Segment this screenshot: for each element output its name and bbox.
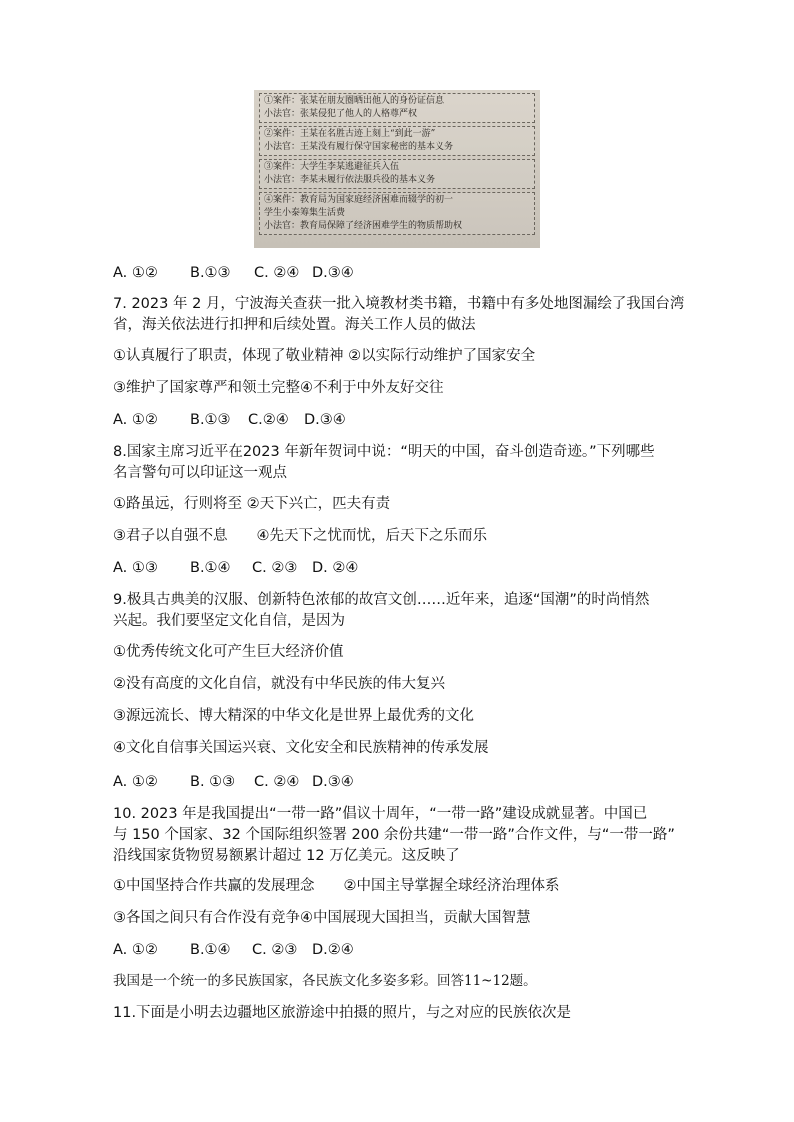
q10-option-b: B.①④: [190, 942, 231, 958]
case-line: ④案件：教育局为国家庭经济困难而辍学的初一: [264, 195, 454, 205]
q9-stem: 兴起。我们要坚定文化自信，是因为: [113, 613, 345, 629]
case-line: 小法官：张某侵犯了他人的人格尊严权: [264, 109, 418, 119]
q9-option-a: A. ①②: [113, 774, 158, 790]
q6-option-c: C. ②④: [254, 265, 300, 281]
q8-option-a: A. ①③: [113, 560, 158, 576]
q10-option-d: D.②④: [312, 942, 354, 958]
q8-item: ①路虽远，行则将至 ②天下兴亡，匹夫有责: [113, 496, 391, 512]
q10-stem: 沿线国家货物贸易额累计超过 12 万亿美元。这反映了: [113, 848, 460, 864]
q7-option-d: D.③④: [304, 412, 346, 428]
q7-option-b: B.①③: [190, 412, 231, 428]
q11-stem: 11.下面是小明去边疆地区旅游途中拍摄的照片，与之对应的民族依次是: [113, 1005, 572, 1021]
q7-stem: 7. 2023 年 2 月，宁波海关查获一批入境教材类书籍，书籍中有多处地图漏绘了我国台湾: [113, 296, 685, 312]
q10-option-a: A. ①②: [113, 942, 158, 958]
case-line: ①案件：张某在朋友圈晒出他人的身份证信息: [264, 96, 445, 106]
q7-item: ①认真履行了职责，体现了敬业精神 ②以实际行动维护了国家安全: [113, 348, 536, 364]
case-box-2: [259, 126, 535, 156]
q10-stem: 10. 2023 年是我国提出“一带一路”倡议十周年，“一带一路”建设成就显著。中国已: [113, 806, 648, 822]
q6-option-d: D.③④: [312, 265, 354, 281]
case-line: 小法官：王某没有履行保守国家秘密的基本义务: [264, 142, 454, 152]
case-line: 小法官：教育局保障了经济困难学生的物质帮助权: [264, 221, 463, 231]
q10-stem: 与 150 个国家、32 个国际组织签署 200 余份共建“一带一路”合作文件，与“一带一路”: [113, 827, 675, 843]
q8-option-c: C. ②③: [252, 560, 298, 576]
q9-item: ①优秀传统文化可产生巨大经济价值: [113, 644, 344, 660]
q9-option-d: D.③④: [312, 774, 354, 790]
group-intro: 我国是一个统一的多民族国家，各民族文化多姿多彩。回答11~12题。: [113, 973, 537, 989]
q8-item: ③君子以自强不息 ④先天下之忧而忧，后天下之乐而乐: [113, 528, 487, 544]
case-box-3: [259, 159, 535, 189]
q9-item: ④文化自信事关国运兴衰、文化安全和民族精神的传承发展: [113, 740, 489, 756]
q6-option-b: B.①③: [190, 265, 231, 281]
case-scan-image: [254, 90, 540, 248]
q7-item: ③维护了国家尊严和领土完整④不利于中外友好交往: [113, 380, 444, 396]
q7-option-a: A. ①②: [113, 412, 158, 428]
case-line: 学生小泰筹集生活费: [264, 208, 346, 218]
case-box-4: [259, 192, 535, 235]
q8-option-d: D. ②④: [312, 560, 359, 576]
q7-stem: 省，海关依法进行扣押和后续处置。海关工作人员的做法: [113, 317, 476, 333]
case-box-1: [259, 93, 535, 123]
q6-option-a: A. ①②: [113, 265, 158, 281]
q10-item: ①中国坚持合作共赢的发展理念 ②中国主导掌握全球经济治理体系: [113, 878, 560, 894]
q9-stem: 9.极具古典美的汉服、创新特色浓郁的故宫文创……近年来，追逐“国潮”的时尚悄然: [113, 592, 650, 608]
q10-option-c: C. ②③: [252, 942, 298, 958]
case-line: 小法官：李某未履行依法服兵役的基本义务: [264, 175, 436, 185]
q9-option-c: C. ②④: [254, 774, 300, 790]
q8-option-b: B.①④: [190, 560, 231, 576]
q9-item: ②没有高度的文化自信，就没有中华民族的伟大复兴: [113, 676, 445, 692]
q9-item: ③源远流长、博大精深的中华文化是世界上最优秀的文化: [113, 708, 474, 724]
q9-option-b: B. ①③: [190, 774, 236, 790]
q8-stem: 名言警句可以印证这一观点: [113, 465, 287, 481]
q7-option-c: C.②④: [248, 412, 289, 428]
q8-stem: 8.国家主席习近平在2023 年新年贺词中说：“明天的中国，奋斗创造奇迹。”下列哪些: [113, 444, 655, 460]
q10-item: ③各国之间只有合作没有竞争④中国展现大国担当，贡献大国智慧: [113, 910, 531, 926]
case-line: ②案件：王某在名胜古迹上刻上“到此一游”: [264, 129, 436, 139]
case-line: ③案件：大学生李某逃避征兵入伍: [264, 162, 400, 172]
